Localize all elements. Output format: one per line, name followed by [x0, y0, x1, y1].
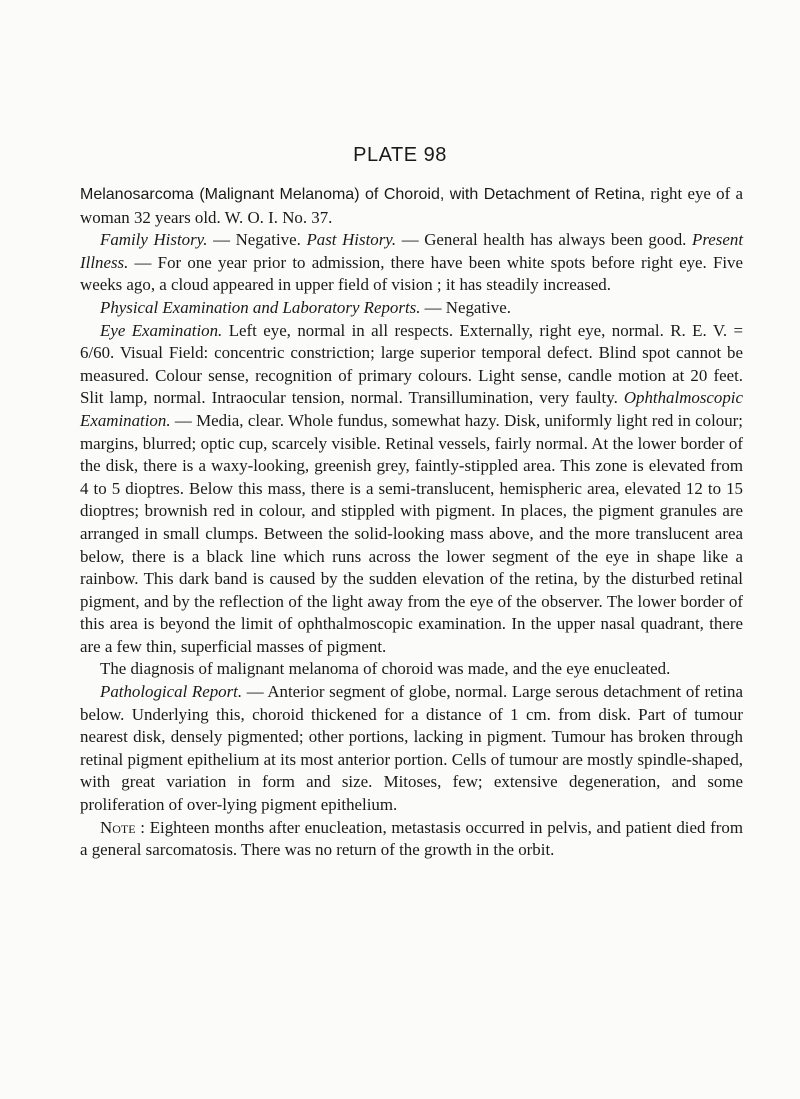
family-history-label: Family History. [100, 230, 208, 250]
past-history-text: — General health has always been good. [396, 230, 693, 250]
family-history-text: — Negative. [207, 230, 307, 250]
eye-exam-text: Left eye, normal in all respects. Externally, right eye, normal. R. E. V. = 6/60. Visual Field: concentric constriction; large superior temporal defect. Blind spot cannot be measured. Colour sense, recognition of primary colours. Light sense, candle motion at 20 feet. Slit lamp, normal. Intraocular tension, normal. Transillumination, very faulty. [80, 320, 743, 408]
pathology-paragraph [80, 681, 743, 817]
eye-exam-label: Eye Examination. [100, 320, 223, 340]
diagnosis-paragraph: The diagnosis of malignant melanoma of choroid was made, and the eye enucleated. [100, 659, 671, 679]
physical-paragraph [80, 297, 743, 320]
ophthalmoscopic-text: — Media, clear. Whole fundus, somewhat hazy. Disk, uniformly light red in colour; margins, blurred; optic cup, scarcely visible. Retinal vessels, fairly normal. At the lower border of the disk, there is a waxy-looking, greenish grey, faintly-stippled area. This zone is elevated from 4 to 5 dioptres. Below this mass, there is a semi-translucent, hemispheric area, elevated 12 to 15 dioptres; brownish red in colour, and stippled with pigment. In places, the pigment granules are arranged in small clumps. Between the solid-looking mass above, and the more translucent area below, there is a black line which runs across the lower segment of the eye in shape like a rainbow. This dark band is caused by the sudden elevation of the retina, by the disturbed retinal pigment, and by the reflection of the light away from the eye of the observer. The lower border of this area is beyond the limit of ophthalmoscopic examination. In the upper nasal quadrant, there are a few thin, superficial masses of pigment. [80, 410, 743, 656]
pathology-text: — Anterior segment of globe, normal. Large serous detachment of retina below. Underlying this, choroid thickened for a distance of 1 cm. from disk. Part of tumour nearest disk, densely pigmented; other portions, lacking in pigment. Tumour has broken through retinal pigment epithelium at its most anterior portion. Cells of tumour are mostly spindle-shaped, with great variation in form and size. Mitoses, few; extensive degeneration, and some proliferation of over-lying pigment epithelium. [80, 682, 743, 815]
case-heading-tail: right eye of a woman 32 years old. W. O. I. No. 37. [80, 184, 743, 227]
physical-exam-text: — Negative. [420, 297, 511, 317]
case-heading: Melanosarcoma (Malignant Melanoma) of Choroid, with Detachment of Retina, [80, 186, 646, 203]
eye-exam-paragraph [80, 320, 743, 659]
case-heading-paragraph [80, 183, 743, 229]
note-paragraph [80, 817, 743, 862]
present-illness-label: Present Illness. [80, 230, 744, 272]
pathology-label: Pathological Report. [100, 682, 243, 702]
history-paragraph [80, 229, 743, 297]
note-text: : Eighteen months after enucleation, metastasis occurred in pelvis, and patient died from a general sarcomatosis. There was no return of the growth in the orbit. [80, 817, 743, 860]
past-history-label: Past History. [306, 230, 397, 250]
ophthalmoscopic-label: Ophthalmoscopic Examination. [80, 388, 743, 430]
present-illness-text: — For one year prior to admission, there have been white spots before right eye. Five weeks ago, a cloud appeared in upper field of vision ; it has steadily increased. [80, 252, 743, 295]
physical-exam-label: Physical Examination and Laboratory Reports. [100, 297, 421, 317]
plate-title: PLATE 98 [353, 144, 447, 166]
note-label: Note [100, 817, 136, 837]
case-report [80, 183, 743, 862]
